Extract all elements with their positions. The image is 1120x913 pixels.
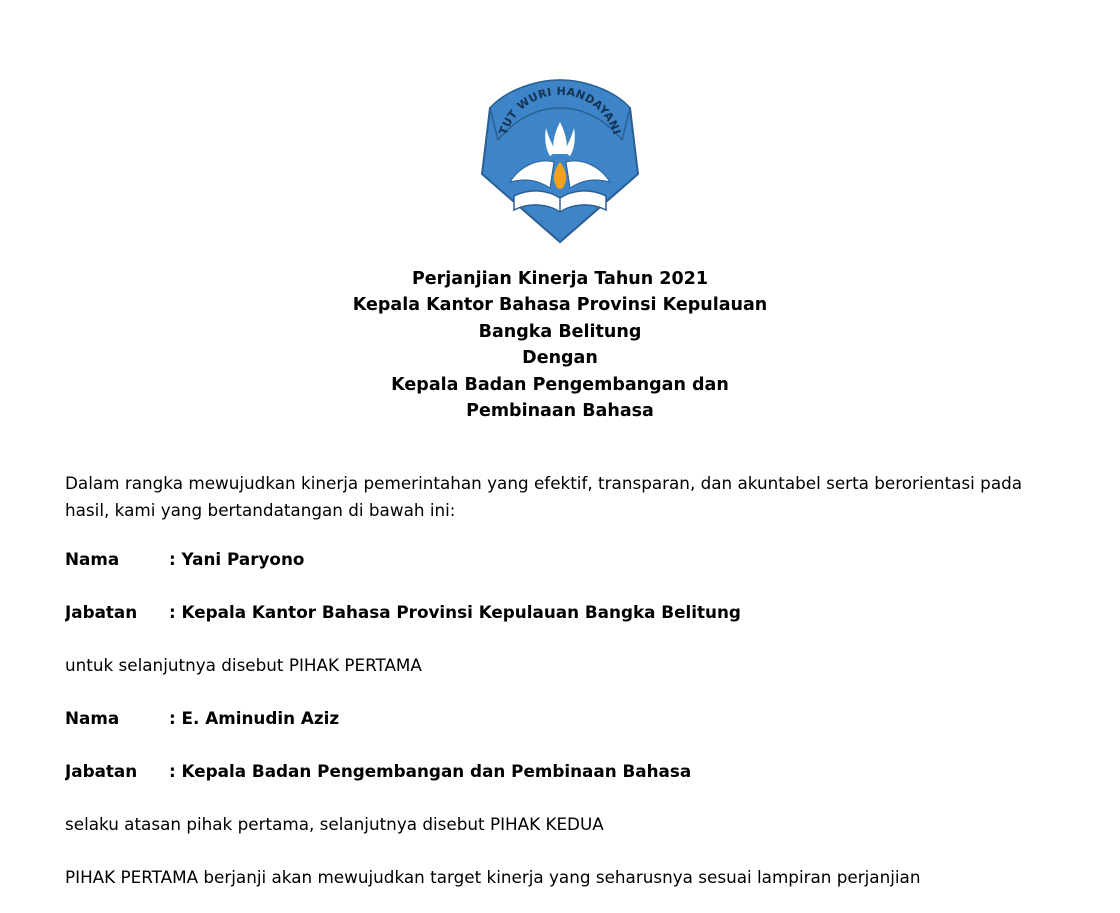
second-party-note: selaku atasan pihak pertama, selanjutnya disebut PIHAK KEDUA	[65, 814, 604, 835]
title-line-5: Kepala Badan Pengembangan dan	[391, 374, 729, 395]
title-line-2: Kepala Kantor Bahasa Provinsi Kepulauan	[352, 295, 768, 316]
svg-text:TUT WURI HANDAYANI: TUT WURI HANDAYANI	[496, 84, 624, 137]
intro-paragraph: Dalam rangka mewujudkan kinerja pemerintahan yang efektif, transparan, dan akuntabel serta berorientasi pada hasil, kami yang bertandatangan di bawah ini:	[65, 473, 1023, 521]
first-party-nama-value: : Yani Paryono	[169, 549, 305, 570]
tut-wuri-handayani-logo-icon	[480, 78, 640, 244]
first-party-nama-row	[65, 546, 1055, 573]
second-party-nama-label: Nama	[65, 708, 120, 729]
logo-container	[0, 0, 1120, 244]
first-party-nama-label: Nama	[65, 549, 120, 570]
title-line-4: Dengan	[522, 348, 598, 369]
title-line-6: Pembinaan Bahasa	[466, 401, 654, 422]
title-line-1: Perjanjian Kinerja Tahun 2021	[411, 269, 709, 289]
first-party-jabatan-value: : Kepala Kantor Bahasa Provinsi Kepulauan Bangka Belitung	[169, 602, 741, 623]
first-party-jabatan-row	[65, 599, 1055, 626]
closing-paragraph: PIHAK PERTAMA berjanji akan mewujudkan target kinerja yang seharusnya sesuai lampiran perjanjian	[65, 867, 921, 888]
first-party-note: untuk selanjutnya disebut PIHAK PERTAMA	[65, 655, 422, 676]
second-party-jabatan-label: Jabatan	[65, 761, 138, 782]
document-body	[65, 424, 1055, 913]
second-party-jabatan-row	[65, 758, 1055, 785]
title-line-3: Bangka Belitung	[478, 321, 642, 342]
second-party-nama-row	[65, 705, 1055, 732]
second-party-nama-value: : E. Aminudin Aziz	[169, 708, 340, 729]
first-party-jabatan-label: Jabatan	[65, 602, 138, 623]
document-title	[0, 266, 1120, 424]
second-party-jabatan-value: : Kepala Badan Pengembangan dan Pembinaan Bahasa	[169, 761, 692, 782]
